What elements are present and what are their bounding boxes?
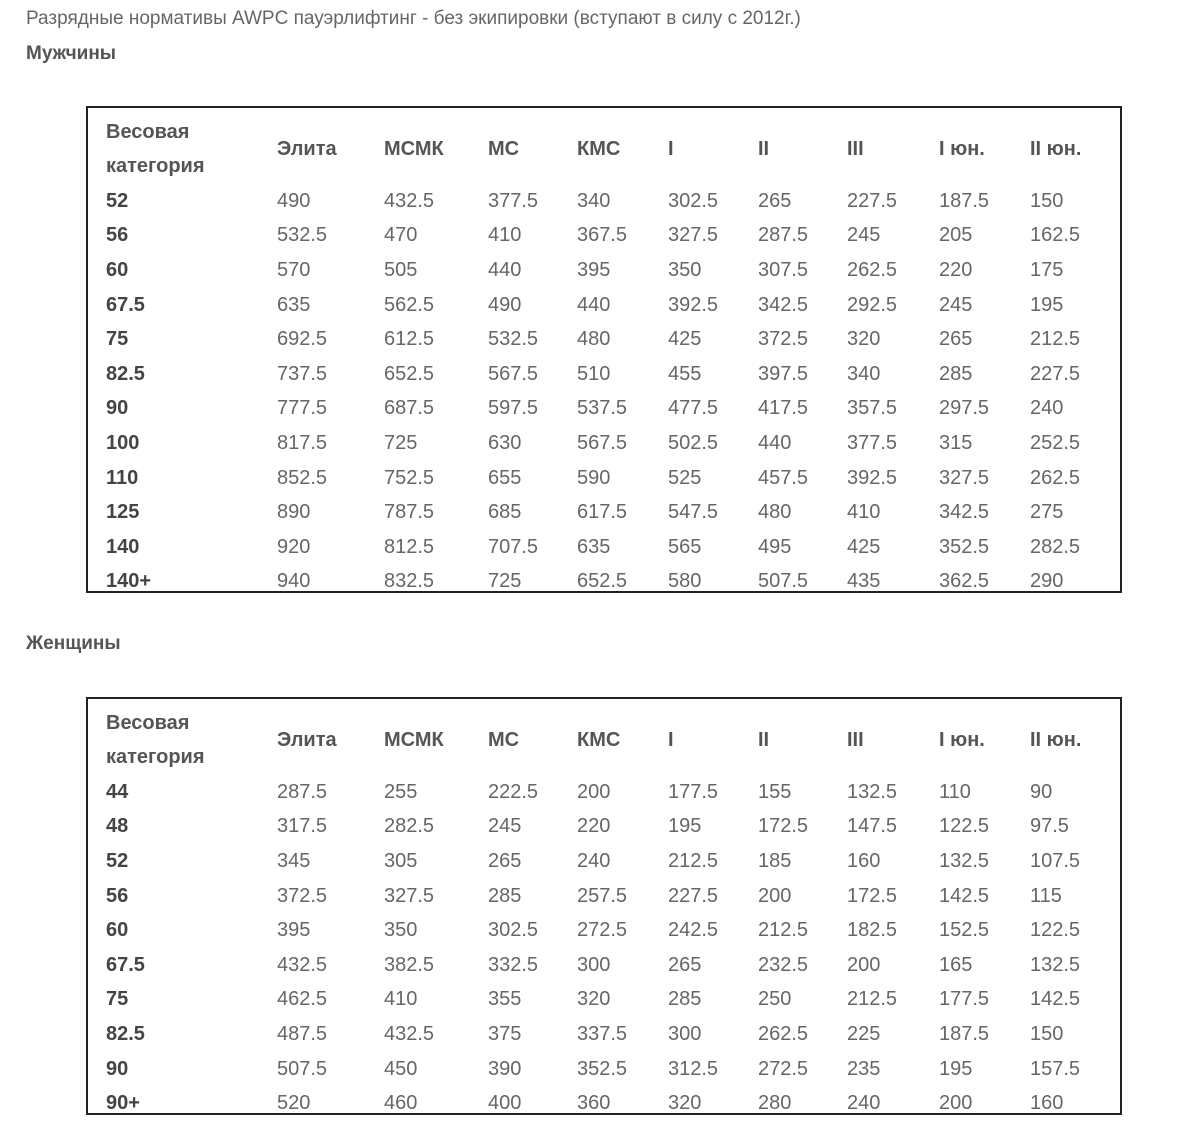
norm-value-cell: 345 [277, 849, 311, 872]
column-header-rank-1: I [668, 728, 674, 751]
norm-value-cell: 307.5 [758, 258, 809, 281]
norm-value-cell: 490 [277, 189, 311, 212]
column-header-junior-1: I юн. [939, 137, 985, 160]
norm-value-cell: 435 [847, 570, 881, 593]
column-header-weight-category: Весовая категория [106, 121, 205, 177]
norm-value-cell: 227.5 [1030, 362, 1081, 385]
norm-value-cell: 282.5 [1030, 535, 1081, 558]
norm-value-cell: 285 [488, 884, 522, 907]
norm-value-cell: 687.5 [384, 397, 435, 420]
column-header-weight-category: Весовая категория [106, 712, 205, 768]
norm-value-cell: 355 [488, 988, 522, 1011]
table-row [106, 357, 1106, 392]
norm-value-cell: 200 [758, 884, 792, 907]
norm-value-cell: 630 [488, 431, 522, 454]
men-norms-table [106, 114, 1106, 599]
norm-value-cell: 495 [758, 535, 792, 558]
norm-value-cell: 185 [758, 849, 792, 872]
norm-value-cell: 832.5 [384, 570, 435, 593]
norm-value-cell: 315 [939, 431, 973, 454]
norm-value-cell: 470 [384, 224, 418, 247]
norm-value-cell: 275 [1030, 501, 1064, 524]
norm-value-cell: 257.5 [577, 884, 628, 907]
norm-value-cell: 160 [847, 849, 881, 872]
weight-category-cell: 60 [106, 919, 129, 942]
norm-value-cell: 460 [384, 1092, 418, 1115]
norm-value-cell: 262.5 [758, 1022, 809, 1045]
norm-value-cell: 245 [939, 293, 973, 316]
column-header-kms: КМС [577, 137, 621, 160]
norm-value-cell: 725 [384, 431, 418, 454]
column-header-elite: Элита [277, 137, 337, 160]
norm-value-cell: 425 [668, 328, 702, 351]
norm-value-cell: 532.5 [488, 328, 539, 351]
weight-category-cell: 67.5 [106, 293, 145, 316]
women-table-container [86, 697, 1122, 1115]
norm-value-cell: 250 [758, 988, 792, 1011]
norm-value-cell: 507.5 [277, 1057, 328, 1080]
norm-value-cell: 245 [488, 815, 522, 838]
norm-value-cell: 227.5 [847, 189, 898, 212]
column-header-msmk: МСМК [384, 137, 444, 160]
norm-value-cell: 115 [1030, 884, 1062, 907]
table-row [106, 1017, 1106, 1052]
norm-value-cell: 150 [1030, 1022, 1064, 1045]
norm-value-cell: 200 [577, 780, 611, 803]
weight-category-cell: 140+ [106, 570, 152, 593]
norm-value-cell: 97.5 [1030, 815, 1069, 838]
norm-value-cell: 327.5 [668, 224, 719, 247]
norm-value-cell: 377.5 [488, 189, 539, 212]
column-header-junior-2: II юн. [1030, 728, 1082, 751]
norm-value-cell: 265 [488, 849, 522, 872]
column-header-ms: МС [488, 137, 520, 160]
norm-value-cell: 440 [488, 258, 522, 281]
norm-value-cell: 342.5 [939, 501, 990, 524]
norm-value-cell: 300 [577, 953, 611, 976]
norm-value-cell: 245 [847, 224, 881, 247]
norm-value-cell: 200 [847, 953, 881, 976]
table-row [106, 426, 1106, 461]
norm-value-cell: 455 [668, 362, 702, 385]
norm-value-cell: 502.5 [668, 431, 719, 454]
norm-value-cell: 350 [384, 919, 418, 942]
norm-value-cell: 222.5 [488, 780, 539, 803]
column-header-rank-2: II [758, 728, 770, 751]
norm-value-cell: 367.5 [577, 224, 628, 247]
table-row [106, 322, 1106, 357]
norm-value-cell: 152.5 [939, 919, 990, 942]
norm-value-cell: 172.5 [847, 884, 898, 907]
norm-value-cell: 242.5 [668, 919, 719, 942]
norm-value-cell: 282.5 [384, 815, 435, 838]
norm-value-cell: 122.5 [939, 815, 990, 838]
norm-value-cell: 220 [577, 815, 611, 838]
norm-value-cell: 262.5 [1030, 466, 1081, 489]
norm-value-cell: 635 [577, 535, 611, 558]
norm-value-cell: 362.5 [939, 570, 990, 593]
norm-value-cell: 567.5 [577, 431, 628, 454]
column-header-rank-3: III [847, 137, 864, 160]
norm-value-cell: 165 [939, 953, 973, 976]
weight-category-cell: 140 [106, 535, 140, 558]
norm-value-cell: 480 [577, 328, 611, 351]
norm-value-cell: 285 [668, 988, 702, 1011]
norm-value-cell: 337.5 [577, 1022, 628, 1045]
table-row [106, 810, 1106, 845]
norm-value-cell: 352.5 [577, 1057, 628, 1080]
weight-category-cell: 82.5 [106, 1022, 145, 1045]
column-header-rank-1: I [668, 137, 674, 160]
norm-value-cell: 350 [668, 258, 702, 281]
norm-value-cell: 372.5 [277, 884, 328, 907]
norm-value-cell: 570 [277, 258, 311, 281]
table-row [106, 565, 1106, 600]
norm-value-cell: 280 [758, 1092, 792, 1115]
women-table-body [106, 775, 1106, 1121]
norm-value-cell: 685 [488, 501, 522, 524]
norm-value-cell: 157.5 [1030, 1057, 1081, 1080]
norm-value-cell: 147.5 [847, 815, 898, 838]
norm-value-cell: 537.5 [577, 397, 628, 420]
men-table-body [106, 184, 1106, 599]
table-row [106, 844, 1106, 879]
norm-value-cell: 332.5 [488, 953, 539, 976]
weight-category-cell: 56 [106, 884, 129, 907]
norm-value-cell: 212.5 [758, 919, 809, 942]
norm-value-cell: 320 [577, 988, 611, 1011]
norm-value-cell: 737.5 [277, 362, 328, 385]
norm-value-cell: 182.5 [847, 919, 898, 942]
norm-value-cell: 510 [577, 362, 611, 385]
column-header-msmk: МСМК [384, 728, 444, 751]
norm-value-cell: 287.5 [758, 224, 809, 247]
weight-category-cell: 52 [106, 189, 129, 212]
norm-value-cell: 205 [939, 224, 973, 247]
norm-value-cell: 920 [277, 535, 311, 558]
column-header-junior-2: II юн. [1030, 137, 1082, 160]
norm-value-cell: 342.5 [758, 293, 809, 316]
table-row [106, 219, 1106, 254]
norm-value-cell: 272.5 [577, 919, 628, 942]
norm-value-cell: 432.5 [384, 1022, 435, 1045]
norm-value-cell: 340 [847, 362, 881, 385]
norm-value-cell: 110 [939, 780, 971, 803]
norm-value-cell: 160 [1030, 1092, 1064, 1115]
norm-value-cell: 375 [488, 1022, 522, 1045]
column-header-junior-1: I юн. [939, 728, 985, 751]
norm-value-cell: 707.5 [488, 535, 539, 558]
norm-value-cell: 187.5 [939, 189, 990, 212]
norm-value-cell: 90 [1030, 780, 1053, 803]
table-row [106, 530, 1106, 565]
norm-value-cell: 175 [1030, 258, 1064, 281]
norm-value-cell: 377.5 [847, 431, 898, 454]
norm-value-cell: 272.5 [758, 1057, 809, 1080]
norm-value-cell: 240 [1030, 397, 1064, 420]
norm-value-cell: 212.5 [847, 988, 898, 1011]
norm-value-cell: 635 [277, 293, 311, 316]
column-header-rank-3: III [847, 728, 864, 751]
norm-value-cell: 162.5 [1030, 224, 1081, 247]
norm-value-cell: 122.5 [1030, 919, 1081, 942]
norm-value-cell: 652.5 [384, 362, 435, 385]
norm-value-cell: 240 [577, 849, 611, 872]
weight-category-cell: 82.5 [106, 362, 145, 385]
weight-category-cell: 125 [106, 501, 140, 524]
norm-value-cell: 352.5 [939, 535, 990, 558]
column-header-kms: КМС [577, 728, 621, 751]
norm-value-cell: 240 [847, 1092, 881, 1115]
norm-value-cell: 852.5 [277, 466, 328, 489]
norm-value-cell: 132.5 [1030, 953, 1081, 976]
table-header-row [106, 705, 1106, 775]
table-row [106, 1052, 1106, 1087]
norm-value-cell: 132.5 [847, 780, 898, 803]
weight-category-cell: 90 [106, 1057, 129, 1080]
norm-value-cell: 317.5 [277, 815, 328, 838]
weight-category-cell: 75 [106, 328, 129, 351]
norm-value-cell: 132.5 [939, 849, 990, 872]
norm-value-cell: 725 [488, 570, 522, 593]
norm-value-cell: 382.5 [384, 953, 435, 976]
norm-value-cell: 417.5 [758, 397, 809, 420]
table-header-row [106, 114, 1106, 184]
men-section-title: Мужчины [26, 43, 117, 64]
norm-value-cell: 617.5 [577, 501, 628, 524]
column-header-ms: МС [488, 728, 520, 751]
norm-value-cell: 327.5 [939, 466, 990, 489]
norm-value-cell: 490 [488, 293, 522, 316]
norm-value-cell: 505 [384, 258, 418, 281]
norm-value-cell: 562.5 [384, 293, 435, 316]
norm-value-cell: 150 [1030, 189, 1064, 212]
norm-value-cell: 777.5 [277, 397, 328, 420]
weight-category-cell: 48 [106, 815, 129, 838]
norm-value-cell: 457.5 [758, 466, 809, 489]
norm-value-cell: 305 [384, 849, 418, 872]
norm-value-cell: 220 [939, 258, 973, 281]
norm-value-cell: 440 [758, 431, 792, 454]
norm-value-cell: 262.5 [847, 258, 898, 281]
norm-value-cell: 525 [668, 466, 702, 489]
norm-value-cell: 392.5 [847, 466, 898, 489]
norm-value-cell: 187.5 [939, 1022, 990, 1045]
norm-value-cell: 195 [668, 815, 702, 838]
norm-value-cell: 302.5 [668, 189, 719, 212]
norm-value-cell: 652.5 [577, 570, 628, 593]
table-row [106, 913, 1106, 948]
norm-value-cell: 327.5 [384, 884, 435, 907]
norm-value-cell: 410 [847, 501, 881, 524]
weight-category-cell: 75 [106, 988, 129, 1011]
norm-value-cell: 290 [1030, 570, 1064, 593]
norm-value-cell: 462.5 [277, 988, 328, 1011]
norm-value-cell: 177.5 [939, 988, 990, 1011]
norm-value-cell: 320 [668, 1092, 702, 1115]
norm-value-cell: 567.5 [488, 362, 539, 385]
women-norms-table [106, 705, 1106, 1121]
norm-value-cell: 590 [577, 466, 611, 489]
norm-value-cell: 357.5 [847, 397, 898, 420]
column-header-rank-2: II [758, 137, 770, 160]
norm-value-cell: 565 [668, 535, 702, 558]
norm-value-cell: 212.5 [1030, 328, 1081, 351]
weight-category-cell: 110 [106, 466, 139, 489]
norm-value-cell: 225 [847, 1022, 881, 1045]
norm-value-cell: 287.5 [277, 780, 328, 803]
norm-value-cell: 507.5 [758, 570, 809, 593]
table-row [106, 184, 1106, 219]
page-title: Разрядные нормативы AWPC пауэрлифтинг - без экипировки (вступают в силу с 2012г.) [26, 8, 801, 29]
norm-value-cell: 400 [488, 1092, 522, 1115]
table-row [106, 983, 1106, 1018]
norm-value-cell: 612.5 [384, 328, 435, 351]
norm-value-cell: 655 [488, 466, 522, 489]
norm-value-cell: 395 [577, 258, 611, 281]
norm-value-cell: 285 [939, 362, 973, 385]
norm-value-cell: 200 [939, 1092, 973, 1115]
norm-value-cell: 692.5 [277, 328, 328, 351]
norm-value-cell: 397.5 [758, 362, 809, 385]
norm-value-cell: 390 [488, 1057, 522, 1080]
norm-value-cell: 142.5 [1030, 988, 1081, 1011]
weight-category-cell: 100 [106, 431, 140, 454]
norm-value-cell: 302.5 [488, 919, 539, 942]
norm-value-cell: 817.5 [277, 431, 328, 454]
norm-value-cell: 410 [488, 224, 522, 247]
norm-value-cell: 320 [847, 328, 881, 351]
men-table-container [86, 106, 1122, 593]
norm-value-cell: 172.5 [758, 815, 809, 838]
norm-value-cell: 812.5 [384, 535, 435, 558]
norm-value-cell: 787.5 [384, 501, 435, 524]
norm-value-cell: 395 [277, 919, 311, 942]
norm-value-cell: 547.5 [668, 501, 719, 524]
norm-value-cell: 255 [384, 780, 418, 803]
norm-value-cell: 155 [758, 780, 792, 803]
norm-value-cell: 532.5 [277, 224, 328, 247]
table-row [106, 495, 1106, 530]
weight-category-cell: 90+ [106, 1092, 140, 1115]
weight-category-cell: 44 [106, 780, 129, 803]
norm-value-cell: 142.5 [939, 884, 990, 907]
table-row [106, 948, 1106, 983]
table-row [106, 253, 1106, 288]
norm-value-cell: 232.5 [758, 953, 809, 976]
norm-value-cell: 265 [668, 953, 702, 976]
weight-category-cell: 52 [106, 849, 129, 872]
norm-value-cell: 212.5 [668, 849, 719, 872]
column-header-elite: Элита [277, 728, 337, 751]
norm-value-cell: 477.5 [668, 397, 719, 420]
norm-value-cell: 940 [277, 570, 311, 593]
norm-value-cell: 392.5 [668, 293, 719, 316]
norm-value-cell: 292.5 [847, 293, 898, 316]
norm-value-cell: 432.5 [384, 189, 435, 212]
weight-category-cell: 67.5 [106, 953, 145, 976]
women-section-title: Женщины [26, 633, 121, 654]
norm-value-cell: 520 [277, 1092, 311, 1115]
norm-value-cell: 480 [758, 501, 792, 524]
norm-value-cell: 265 [758, 189, 792, 212]
norm-value-cell: 227.5 [668, 884, 719, 907]
norm-value-cell: 252.5 [1030, 431, 1081, 454]
norm-value-cell: 265 [939, 328, 973, 351]
table-row [106, 392, 1106, 427]
norm-value-cell: 300 [668, 1022, 702, 1045]
norm-value-cell: 597.5 [488, 397, 539, 420]
norm-value-cell: 340 [577, 189, 611, 212]
norm-value-cell: 580 [668, 570, 702, 593]
table-row [106, 879, 1106, 914]
table-row [106, 1086, 1106, 1121]
norm-value-cell: 752.5 [384, 466, 435, 489]
table-row [106, 288, 1106, 323]
norm-value-cell: 195 [939, 1057, 973, 1080]
norm-value-cell: 410 [384, 988, 418, 1011]
weight-category-cell: 90 [106, 397, 129, 420]
norm-value-cell: 297.5 [939, 397, 990, 420]
table-row [106, 775, 1106, 810]
norm-value-cell: 890 [277, 501, 311, 524]
norm-value-cell: 235 [847, 1057, 881, 1080]
norm-value-cell: 487.5 [277, 1022, 328, 1045]
weight-category-cell: 56 [106, 224, 129, 247]
norm-value-cell: 432.5 [277, 953, 328, 976]
weight-category-cell: 60 [106, 258, 129, 281]
norm-value-cell: 195 [1030, 293, 1064, 316]
norm-value-cell: 107.5 [1030, 849, 1081, 872]
table-row [106, 461, 1106, 496]
norm-value-cell: 312.5 [668, 1057, 719, 1080]
norm-value-cell: 360 [577, 1092, 611, 1115]
norm-value-cell: 450 [384, 1057, 418, 1080]
norm-value-cell: 440 [577, 293, 611, 316]
norm-value-cell: 372.5 [758, 328, 809, 351]
norm-value-cell: 425 [847, 535, 881, 558]
norm-value-cell: 177.5 [668, 780, 719, 803]
